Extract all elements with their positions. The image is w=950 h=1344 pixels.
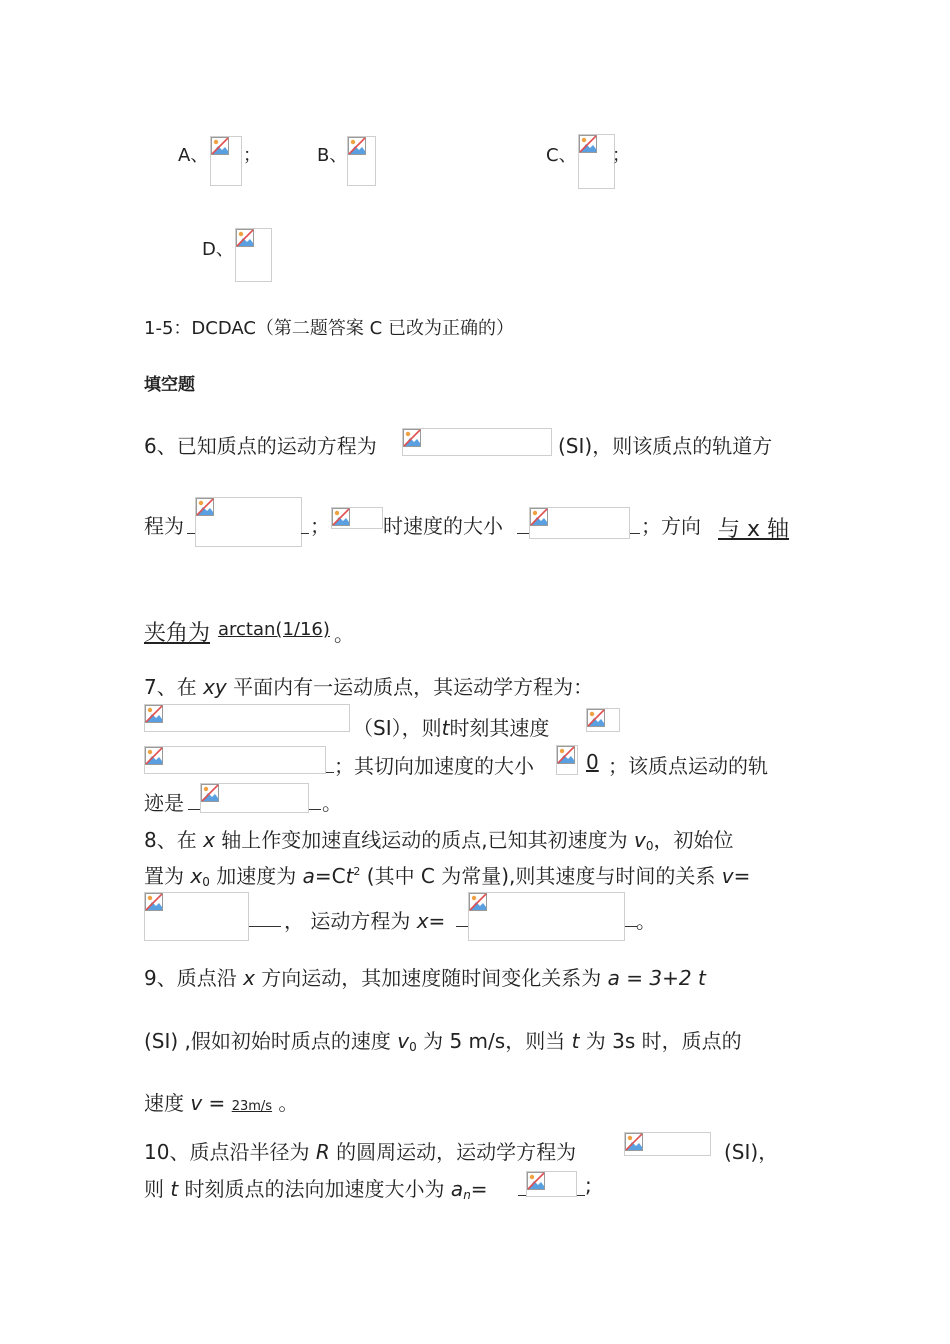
q6-time-image — [331, 507, 383, 529]
q7-line1: 7、在 xy 平面内有一运动质点，其运动学方程为： — [144, 675, 594, 699]
option-c-image — [578, 134, 615, 189]
q6-line1-text: 6、已知质点的运动方程为 — [144, 434, 377, 458]
q7-tangential-image — [556, 745, 578, 775]
broken-image-icon — [196, 498, 214, 516]
broken-image-icon — [587, 709, 605, 727]
q8-line3-text: ， 运动方程为 x= — [284, 909, 446, 933]
q10-semicolon: ; — [585, 1173, 592, 1197]
q6-equation-image — [402, 428, 552, 456]
q6-direction-answer: 与 x 轴 — [718, 517, 790, 542]
broken-image-icon — [469, 893, 487, 911]
broken-image-icon — [145, 747, 163, 765]
broken-image-icon — [211, 137, 229, 155]
q8-line1: 8、在 x 轴上作变加速直线运动的质点,已知其初速度为 $v_0$，初始位 — [144, 828, 734, 853]
answer-line: 1-5：DCDAC（第二题答案 C 已改为正确的） — [144, 318, 514, 339]
q10-line1: 10、质点沿半径为 R 的圆周运动，运动学方程为 — [144, 1140, 577, 1164]
q10-normal-acc-image — [526, 1171, 577, 1197]
q6-speed-image — [529, 507, 630, 539]
q7-period: 。 — [322, 791, 342, 815]
q6-speed-text: 时速度的大小 — [383, 514, 503, 538]
q7-line2: （SI），则t时刻其速度 — [353, 716, 550, 740]
option-b-label: B、 — [317, 145, 348, 166]
broken-image-icon — [527, 1172, 545, 1190]
q9-line3: 速度 v = 23m/s 。 — [144, 1091, 299, 1115]
broken-image-icon — [145, 893, 163, 911]
q7-equation-image — [144, 704, 350, 732]
q10-line1-end: (SI)， — [724, 1140, 779, 1164]
section-title: 填空题 — [144, 375, 195, 395]
option-d-image — [235, 228, 272, 282]
broken-image-icon — [403, 429, 421, 447]
q7-trajectory-text: ；该质点运动的轨 — [608, 754, 768, 778]
q7-velocity-answer-image — [144, 746, 326, 774]
option-b-image — [347, 136, 376, 186]
q6-angle-text: 夹角为 — [144, 621, 211, 646]
option-c-semicolon: ； — [612, 145, 630, 166]
broken-image-icon — [332, 508, 350, 526]
q6-line1-end: (SI)，则该质点的轨道方 — [558, 434, 773, 458]
q8-period: 。 — [636, 909, 656, 933]
q10-line2: 则 t 时刻质点的法向加速度大小为 $a_n=$ — [144, 1177, 488, 1202]
q7-line4-start: 迹是 — [144, 791, 184, 815]
broken-image-icon — [579, 135, 597, 153]
broken-image-icon — [530, 508, 548, 526]
broken-image-icon — [145, 705, 163, 723]
q8-motion-equation-image — [468, 892, 625, 941]
q6-direction-text: ；方向 — [641, 514, 701, 538]
option-c-label: C、 — [546, 145, 577, 166]
q6-period: 。 — [334, 622, 354, 646]
q6-semicolon: ； — [310, 514, 330, 538]
q7-trajectory-image — [200, 783, 309, 813]
q9-line2: (SI) ,假如初始时质点的速度 $v_0$ 为 5 m/s，则当 t 为 3s 时，质点的 — [144, 1029, 742, 1054]
option-a-semicolon: ； — [243, 145, 261, 166]
broken-image-icon — [236, 229, 254, 247]
q7-tangential-text: ；其切向加速度的大小 — [334, 754, 534, 778]
q9-line1: 9、质点沿 x 方向运动，其加速度随时间变化关系为 a = 3+2 t — [144, 966, 706, 990]
option-a-label: A、 — [178, 145, 209, 166]
q6-trajectory-image — [195, 497, 302, 547]
broken-image-icon — [201, 784, 219, 802]
q7-tangential-answer: 0 — [586, 750, 599, 774]
q7-velocity-image — [586, 708, 620, 732]
q10-equation-image — [624, 1132, 711, 1156]
q8-line2: 置为 $x_0$ 加速度为 $a=Ct^2$ (其中 C 为常量),则其速度与时间的关系 v= — [144, 864, 751, 889]
q6-angle-answer: arctan(1/16) — [218, 619, 330, 640]
q8-velocity-image — [144, 892, 249, 941]
broken-image-icon — [348, 137, 366, 155]
option-d-label: D、 — [202, 239, 234, 260]
broken-image-icon — [625, 1133, 643, 1151]
broken-image-icon — [557, 746, 575, 764]
q6-line2-start: 程为 — [144, 514, 184, 538]
option-a-image — [210, 136, 242, 186]
q9-answer: 23m/s — [231, 1099, 273, 1114]
